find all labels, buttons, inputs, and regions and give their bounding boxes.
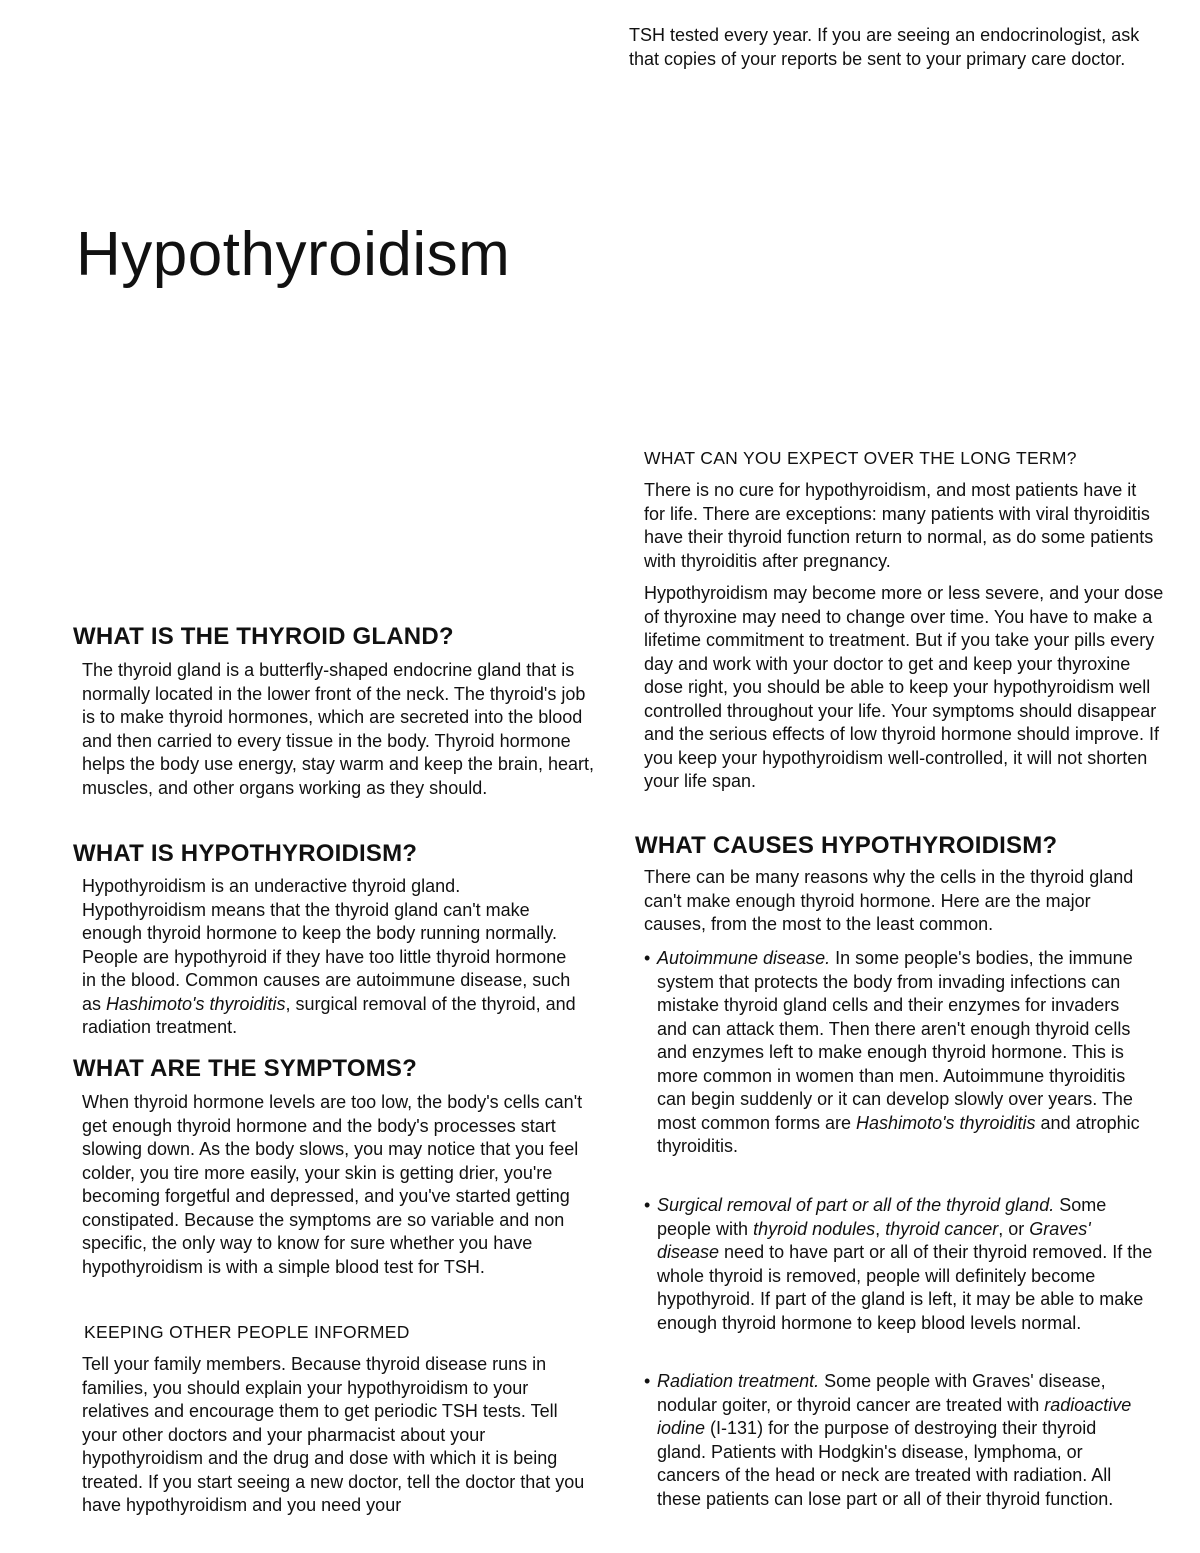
title-block bbox=[76, 220, 511, 289]
symptoms-text: When thyroid hormone levels are too low, the body's cells can't get enough thyroid hormone and the body's processes start slowing down. As the body slows, you may notice that you feel colder, you tire more easily, your skin is getting drier, you're becoming forgetful and depressed, and you've started getting constipated. Because the symptoms are so variable and non specific, the only way to know for sure whether you have hypothyroidism is with a simple blood test for TSH. bbox=[82, 1092, 583, 1277]
thyroid-gland-text: The thyroid gland is a butterfly-shaped endocrine gland that is normally located in the lower front of the neck. The thyroid's job is to make thyroid hormones, which are secreted into the blood and then carried to every tissue in the body. Thyroid hormone helps the body use energy, stay warm and keep the brain, heart, muscles, and other organs working as they should. bbox=[82, 660, 594, 798]
hypothyroidism-text bbox=[82, 875, 582, 1040]
surgical-italic-3: Graves' disease bbox=[657, 1218, 1091, 1262]
autoimmune-italic: Hashimoto's thyroiditis bbox=[856, 1112, 1036, 1133]
surgical-italic-1: thyroid nodules bbox=[753, 1218, 876, 1239]
bullet-marker: • bbox=[644, 948, 651, 968]
section-long-term-para2 bbox=[644, 582, 1170, 794]
heading-thyroid-gland: WHAT IS THE THYROID GLAND? bbox=[73, 623, 454, 650]
surgical-text-3: , or bbox=[998, 1218, 1030, 1239]
continuation-text: TSH tested every year. If you are seeing an endocrinologist, ask that copies of your reports be sent to your primary care doctor. bbox=[629, 25, 1140, 69]
surgical-text bbox=[657, 1194, 1156, 1335]
section-symptoms bbox=[73, 1056, 593, 1082]
page-title: Hypothyroidism bbox=[76, 220, 511, 289]
section-hypothyroidism bbox=[73, 841, 593, 867]
section-hypothyroidism-body bbox=[82, 875, 582, 1040]
section-causes bbox=[635, 833, 1175, 859]
heading-long-term: WHAT CAN YOU EXPECT OVER THE LONG TERM? bbox=[644, 448, 1077, 468]
autoimmune-text bbox=[657, 947, 1144, 1159]
list-item-surgical bbox=[644, 1194, 1156, 1335]
section-long-term bbox=[644, 449, 1164, 468]
autoimmune-text-after: and atrophic thyroiditis. bbox=[657, 1112, 1140, 1156]
section-informed bbox=[84, 1323, 604, 1342]
radiation-label: Radiation treatment. bbox=[657, 1371, 820, 1391]
section-symptoms-body bbox=[82, 1091, 590, 1279]
autoimmune-text-before: In some people's bodies, the immune system that protects the body from invading infections can mistake thyroid gland cells and their enzymes for invaders and can attack them. Then there aren't enough thyroid cells and enzymes left to make enough thyroid hormone. This is more common in women than men. Autoimmune thyroiditis can begin suddenly or it can develop slowly over years. The most common forms are bbox=[657, 948, 1133, 1133]
list-item-autoimmune bbox=[644, 947, 1144, 1159]
long-term-para2: Hypothyroidism may become more or less severe, and your dose of thyroxine may need to change over time. You have to make a lifetime commitment to treatment. But if you take your pills every day and work with your doctor to get and keep your thyroxine dose right, you should be able to keep your hypothyroidism well controlled throughout your life. Your symptoms should disappear and the serious effects of low thyroid hormone should improve. If you keep your hypothyroidism well-controlled, it will not shorten your life span. bbox=[644, 583, 1164, 791]
autoimmune-label: Autoimmune disease. bbox=[657, 948, 831, 968]
surgical-text-2: , bbox=[875, 1218, 886, 1239]
causes-intro-text: There can be many reasons why the cells in the thyroid gland can't make enough thyroid hormone. Here are the major causes, from the most to the least common. bbox=[644, 867, 1134, 934]
surgical-text-4: need to have part or all of their thyroid removed. If the whole thyroid is removed, people will definitely become hypothyroid. If part of the gland is left, it may be able to make enough thyroid hormone to keep blood levels normal. bbox=[657, 1242, 1153, 1333]
list-item-radiation bbox=[644, 1370, 1150, 1511]
heading-causes: WHAT CAUSES HYPOTHYROIDISM? bbox=[635, 832, 1058, 859]
bullet-marker: • bbox=[644, 1371, 651, 1391]
radiation-text-2: (I-131) for the purpose of destroying their thyroid gland. Patients with Hodgkin's disease, lymphoma, or cancers of the head or neck are treated with radiation. All these patients can lose part or all of their thyroid function. bbox=[657, 1418, 1114, 1509]
radiation-text bbox=[657, 1370, 1150, 1511]
heading-hypothyroidism: WHAT IS HYPOTHYROIDISM? bbox=[73, 840, 418, 867]
section-causes-intro bbox=[644, 866, 1144, 937]
section-thyroid-gland bbox=[73, 624, 593, 650]
heading-symptoms: WHAT ARE THE SYMPTOMS? bbox=[73, 1055, 417, 1082]
hypothyroidism-text-italic: Hashimoto's thyroiditis bbox=[106, 993, 286, 1014]
continuation-text-block bbox=[629, 24, 1149, 71]
long-term-para1: There is no cure for hypothyroidism, and most patients have it for life. There are exceptions: many patients with viral thyroiditis have their thyroid function return to normal, as do some patients with thyroiditis after pregnancy. bbox=[644, 480, 1154, 571]
heading-informed: KEEPING OTHER PEOPLE INFORMED bbox=[84, 1322, 410, 1342]
bullet-marker: • bbox=[644, 1195, 651, 1215]
informed-text: Tell your family members. Because thyroid disease runs in families, you should explain your hypothyroidism to your relatives and encourage them to get periodic TSH tests. Tell your other doctors and your pharmacist about your hypothyroidism and the drug and dose with which it is being treated. If you start seeing a new doctor, tell the doctor that you have hypothyroidism and you need your bbox=[82, 1354, 585, 1515]
radiation-italic-1: radioactive iodine bbox=[657, 1394, 1132, 1438]
section-thyroid-gland-body bbox=[82, 659, 597, 800]
section-long-term-para1 bbox=[644, 479, 1159, 573]
hypothyroidism-text-before: Hypothyroidism is an underactive thyroid gland. Hypothyroidism means that the thyroid gland can't make enough thyroid hormone to keep the body running normally. People are hypothyroid if they have too little thyroid hormone in the blood. Common causes are autoimmune disease, such as bbox=[82, 876, 571, 1014]
radiation-text-1: Some people with Graves' disease, nodular goiter, or thyroid cancer are treated with bbox=[657, 1371, 1106, 1415]
surgical-text-1: Some people with bbox=[657, 1195, 1107, 1239]
surgical-italic-2: thyroid cancer bbox=[885, 1218, 999, 1239]
section-informed-body bbox=[82, 1353, 597, 1518]
surgical-label: Surgical removal of part or all of the thyroid gland. bbox=[657, 1195, 1055, 1215]
hypothyroidism-text-after: , surgical removal of the thyroid, and radiation treatment. bbox=[82, 993, 576, 1037]
